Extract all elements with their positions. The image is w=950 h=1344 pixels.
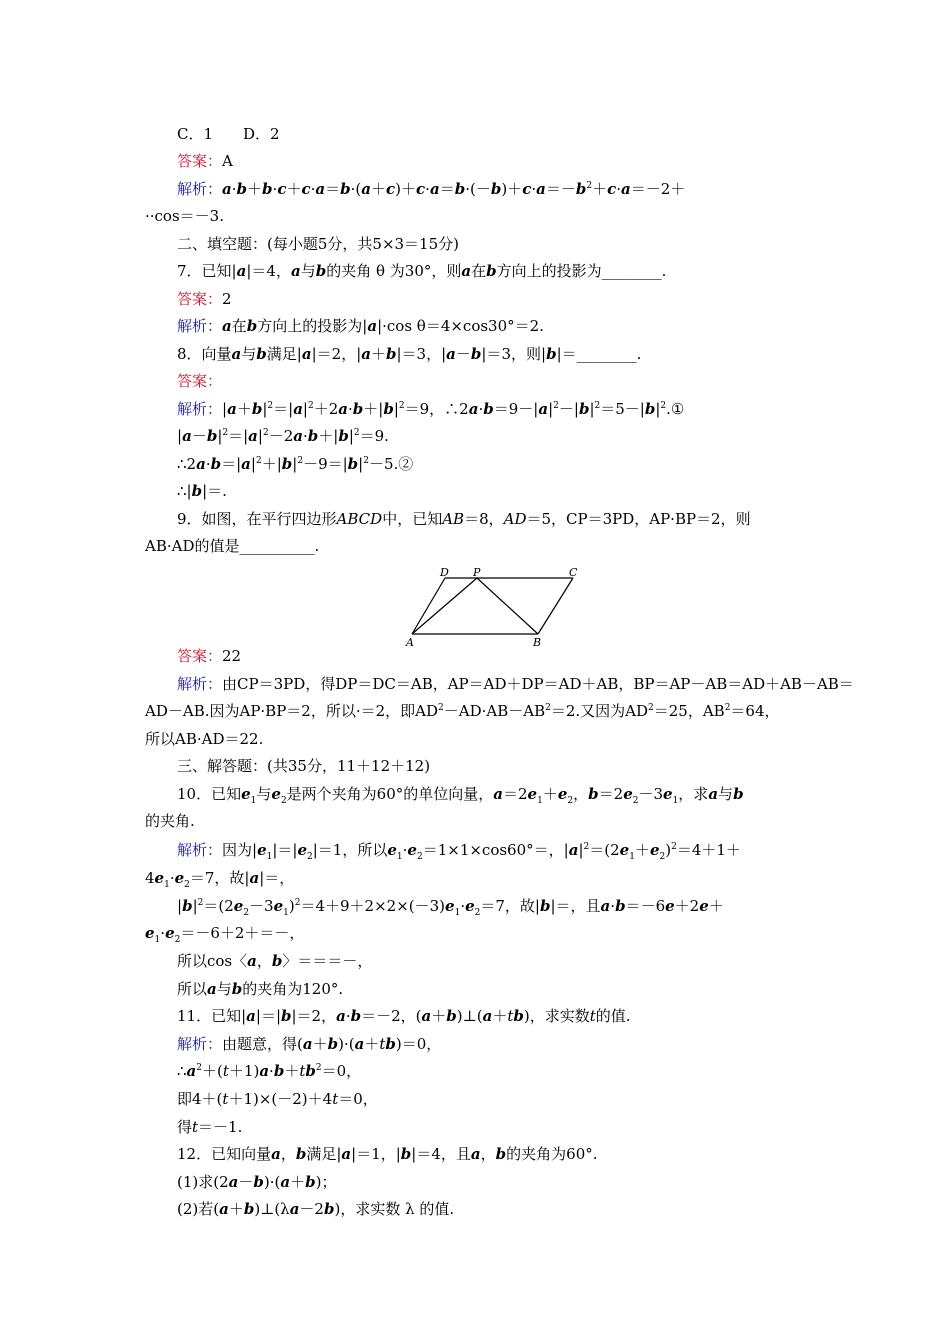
- answer-label: 答案：: [177, 372, 223, 390]
- label-p: P: [473, 566, 481, 579]
- side-bc: [538, 578, 573, 634]
- solution-label: 解析：: [177, 1035, 223, 1053]
- solution-label: 解析：: [177, 400, 223, 418]
- question-10: 的夹角.: [145, 812, 195, 830]
- answer-line: 答案：2: [177, 290, 232, 308]
- question-12-part-2: (2)若(a＋b)⊥(λa－2b)，求实数 λ 的值.: [177, 1200, 455, 1218]
- solution-line: AD－AB.因为AP·BP＝2，所以·＝2，即$AD^2-AD\cdot AB-AB^2=2$.又因为$AD^2=25$，$AB^2=64$，: [145, 702, 780, 720]
- solution-line: 解析：因为$|e_1|=|e_2|=1$，所以$e_1\cdot e_2=1\times 1\times\cos 60^\circ=$，$|a|^2=(2e_1+e_2)^2=4+1+$: [177, 841, 741, 862]
- question-11: 11．已知|a|＝|b|＝2，a·b＝－2，(a＋b)⊥(a＋tb)，求实数t的值.: [177, 1007, 631, 1025]
- solution-line: ··cos＝－3.: [145, 207, 224, 225]
- section-heading: 二、填空题：(每小题5分，共5×3＝15分): [177, 235, 459, 253]
- choice-cd-line: C．1 D．2: [177, 125, 280, 143]
- question-10: 10．已知$e_1$与$e_2$是两个夹角为60°的单位向量，$a=2e_1+e_2$，$b=2e_2-3e_1$，求a与b: [177, 785, 744, 806]
- parallelogram-figure: [405, 566, 585, 648]
- solution-line: ∴|b|＝.: [177, 482, 227, 500]
- question-12: 12．已知向量a，b满足|a|＝1，|b|＝4，且a，b的夹角为60°.: [177, 1145, 598, 1163]
- question-9: 9．如图，在平行四边形ABCD中，已知AB＝8，AD＝5，CP＝3PD，AP·BP＝2，则: [177, 510, 751, 528]
- answer-line: 答案：22: [177, 647, 242, 665]
- answer-label: 答案：: [177, 152, 223, 170]
- answer-line: 答案：A: [177, 152, 233, 170]
- solution-line: 所以a与b的夹角为120°.: [177, 980, 344, 998]
- solution-line: 解析：由题意，得(a＋b)·(a＋tb)＝0，: [177, 1035, 442, 1053]
- solution-line: 即4＋(t＋1)×(－2)＋4t＝0，: [177, 1090, 378, 1108]
- solution-line: 解析：$|a+b|^2=|a|^2+2a\cdot b+|b|^2=9$，$\therefore 2a\cdot b=9-|a|^2-|b|^2=5-|b|^2.①$: [177, 400, 685, 418]
- solution-line: 解析：$a\cdot b+b\cdot c+c\cdot a=b\cdot(a+c)+c\cdot a=b\cdot(-b)+c\cdot a=-b^2+c\cdot a=-2+$: [177, 180, 686, 198]
- question-12-part-1: (1)求(2a－b)·(a＋b)；: [177, 1173, 337, 1191]
- solution-line: $|a-b|^2=|a|^2-2a\cdot b+|b|^2=9$.: [177, 427, 389, 445]
- solution-line: 得t＝－1.: [177, 1118, 243, 1136]
- solution-line: 解析：由CP＝3PD，得DP＝DC＝AB，AP＝AD＋DP＝AD＋AB，BP＝AP－AB＝AD＋AB－AB＝: [177, 675, 854, 693]
- solution-label: 解析：: [177, 317, 223, 335]
- label-d: D: [440, 566, 449, 579]
- section-heading: 三、解答题：(共35分，11＋12＋12): [177, 757, 431, 775]
- solution-line: $|b|^2=(2e_2-3e_1)^2=4+9+2\times 2\times(-3)e_1\cdot e_2=7$，故|b|＝，且a·b＝－6e＋2e＋: [177, 897, 724, 918]
- solution-line: $4e_1\cdot e_2=7$，故|a|＝，: [145, 869, 295, 890]
- label-a: A: [406, 636, 414, 648]
- answer-label: 答案：: [177, 647, 223, 665]
- answer-line: [177, 371, 222, 391]
- solution-label: 解析：: [177, 841, 223, 859]
- label-c: C: [569, 566, 578, 579]
- question-7: 7．已知|a|＝4，a与b的夹角 θ 为30°，则a在b方向上的投影为________.: [177, 262, 667, 280]
- solution-label: 解析：: [177, 675, 223, 693]
- solution-label: 解析：: [177, 180, 223, 198]
- question-9: AB·AD的值是__________.: [145, 537, 320, 555]
- answer-label: 答案：: [177, 290, 223, 308]
- solution-line: $e_1\cdot e_2=-6+2+=-$，: [145, 924, 305, 945]
- label-b: B: [533, 636, 542, 648]
- side-ad: [412, 578, 445, 634]
- segment-ap: [412, 578, 477, 634]
- question-8: 8．向量a与b满足|a|＝2，|a＋b|＝3，|a－b|＝3，则|b|＝________.: [177, 345, 642, 363]
- solution-line: 所以cos〈a，b〉＝＝＝－，: [177, 952, 373, 970]
- segment-bp: [477, 578, 538, 634]
- solution-line: 所以AB·AD＝22.: [145, 730, 264, 748]
- solution-line: $\therefore a^2+(t+1)a\cdot b+tb^2=0$，: [177, 1062, 362, 1080]
- solution-line: 解析：a在b方向上的投影为|a|·cos θ＝4×cos30°＝2.: [177, 317, 544, 335]
- solution-line: $\therefore 2a\cdot b=|a|^2+|b|^2-9=|b|^2-5.②$: [177, 455, 414, 473]
